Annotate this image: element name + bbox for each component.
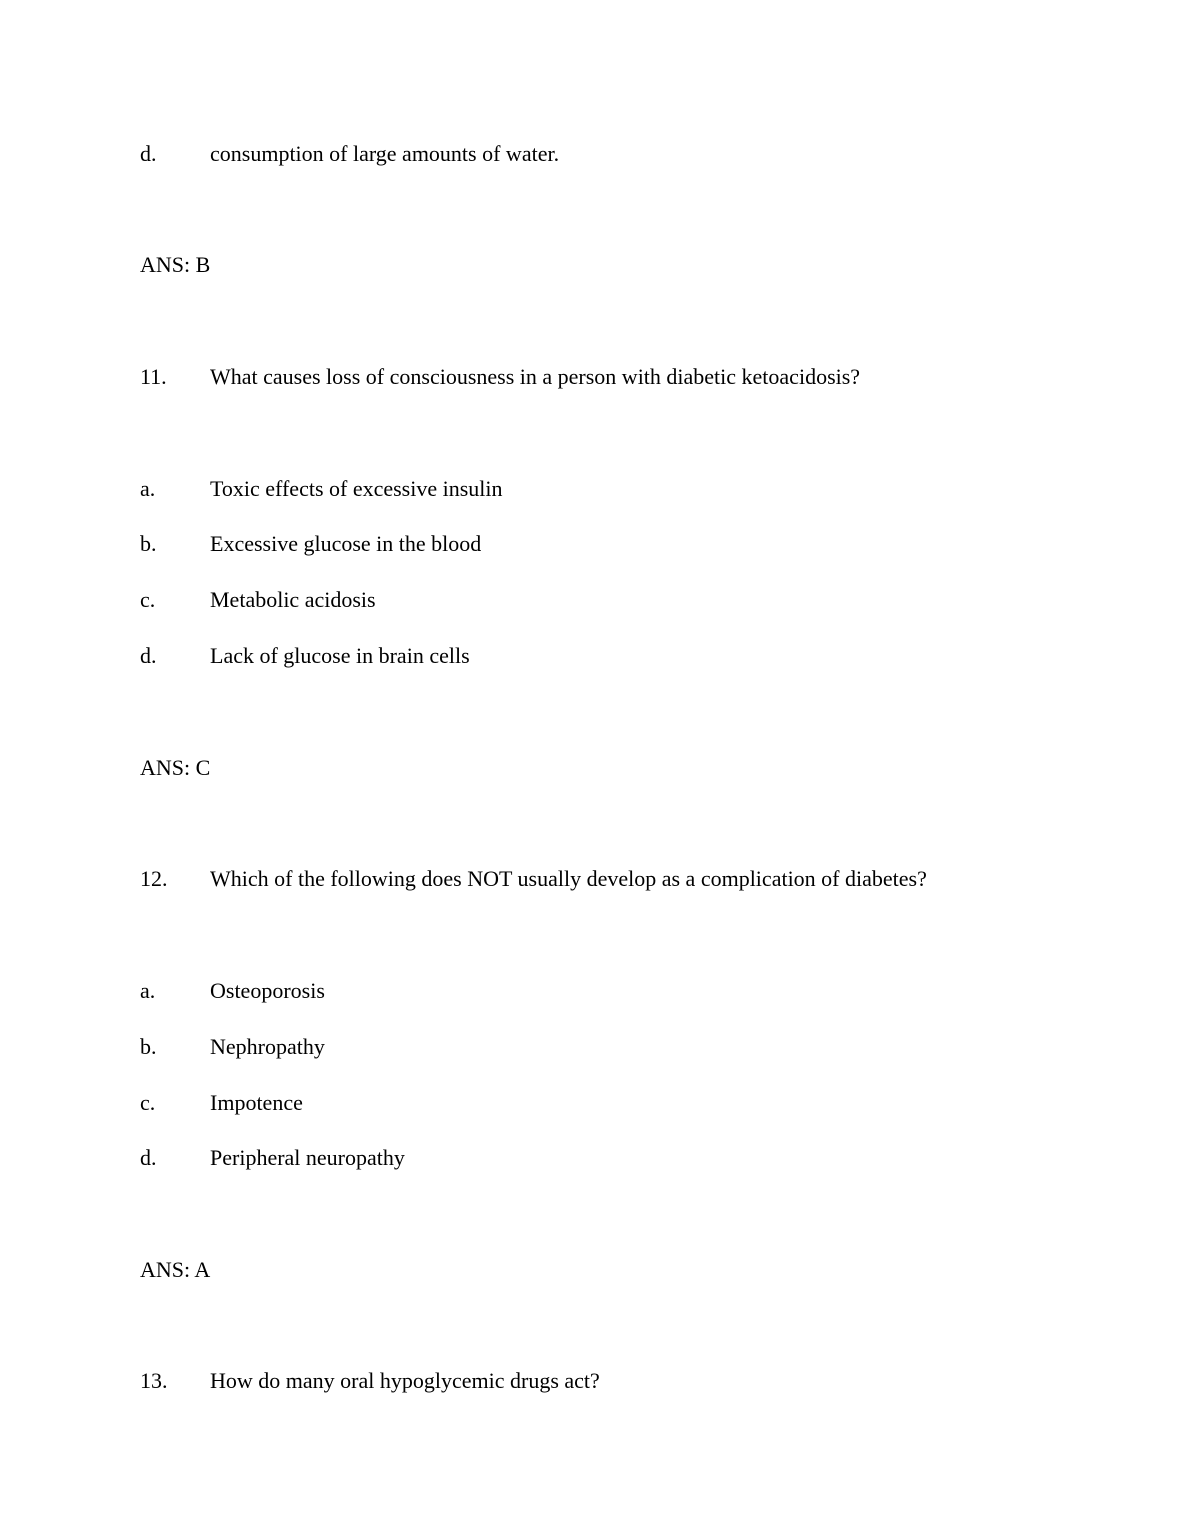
option-text: consumption of large amounts of water. xyxy=(210,141,560,166)
option-text: Toxic effects of excessive insulin xyxy=(210,476,503,501)
option-text: Peripheral neuropathy xyxy=(210,1145,405,1170)
option-text: Impotence xyxy=(210,1090,303,1115)
question-text: How do many oral hypoglycemic drugs act? xyxy=(210,1368,600,1393)
question-text: Which of the following does NOT usually develop as a complication of diabetes? xyxy=(210,866,927,891)
option-text: Excessive glucose in the blood xyxy=(210,531,482,556)
option-label: c. xyxy=(140,1090,156,1115)
prev-answer: ANS: B xyxy=(140,252,211,277)
option-text: Metabolic acidosis xyxy=(210,587,376,612)
option-label: b. xyxy=(140,531,157,556)
option-label: c. xyxy=(140,587,156,612)
option-label: a. xyxy=(140,476,156,501)
option-label: d. xyxy=(140,643,157,668)
option-text: Lack of glucose in brain cells xyxy=(210,643,470,668)
question-number: 12. xyxy=(140,866,168,891)
question-number: 11. xyxy=(140,364,167,389)
option-label: a. xyxy=(140,978,156,1003)
q11-answer: ANS: C xyxy=(140,755,211,780)
option-text: Osteoporosis xyxy=(210,978,325,1003)
q12-answer: ANS: A xyxy=(140,1257,211,1282)
question-number: 13. xyxy=(140,1368,168,1393)
option-text: Nephropathy xyxy=(210,1034,325,1059)
option-label: d. xyxy=(140,141,157,166)
option-label: b. xyxy=(140,1034,157,1059)
question-text: What causes loss of consciousness in a person with diabetic ketoacidosis? xyxy=(210,364,861,389)
option-label: d. xyxy=(140,1145,157,1170)
